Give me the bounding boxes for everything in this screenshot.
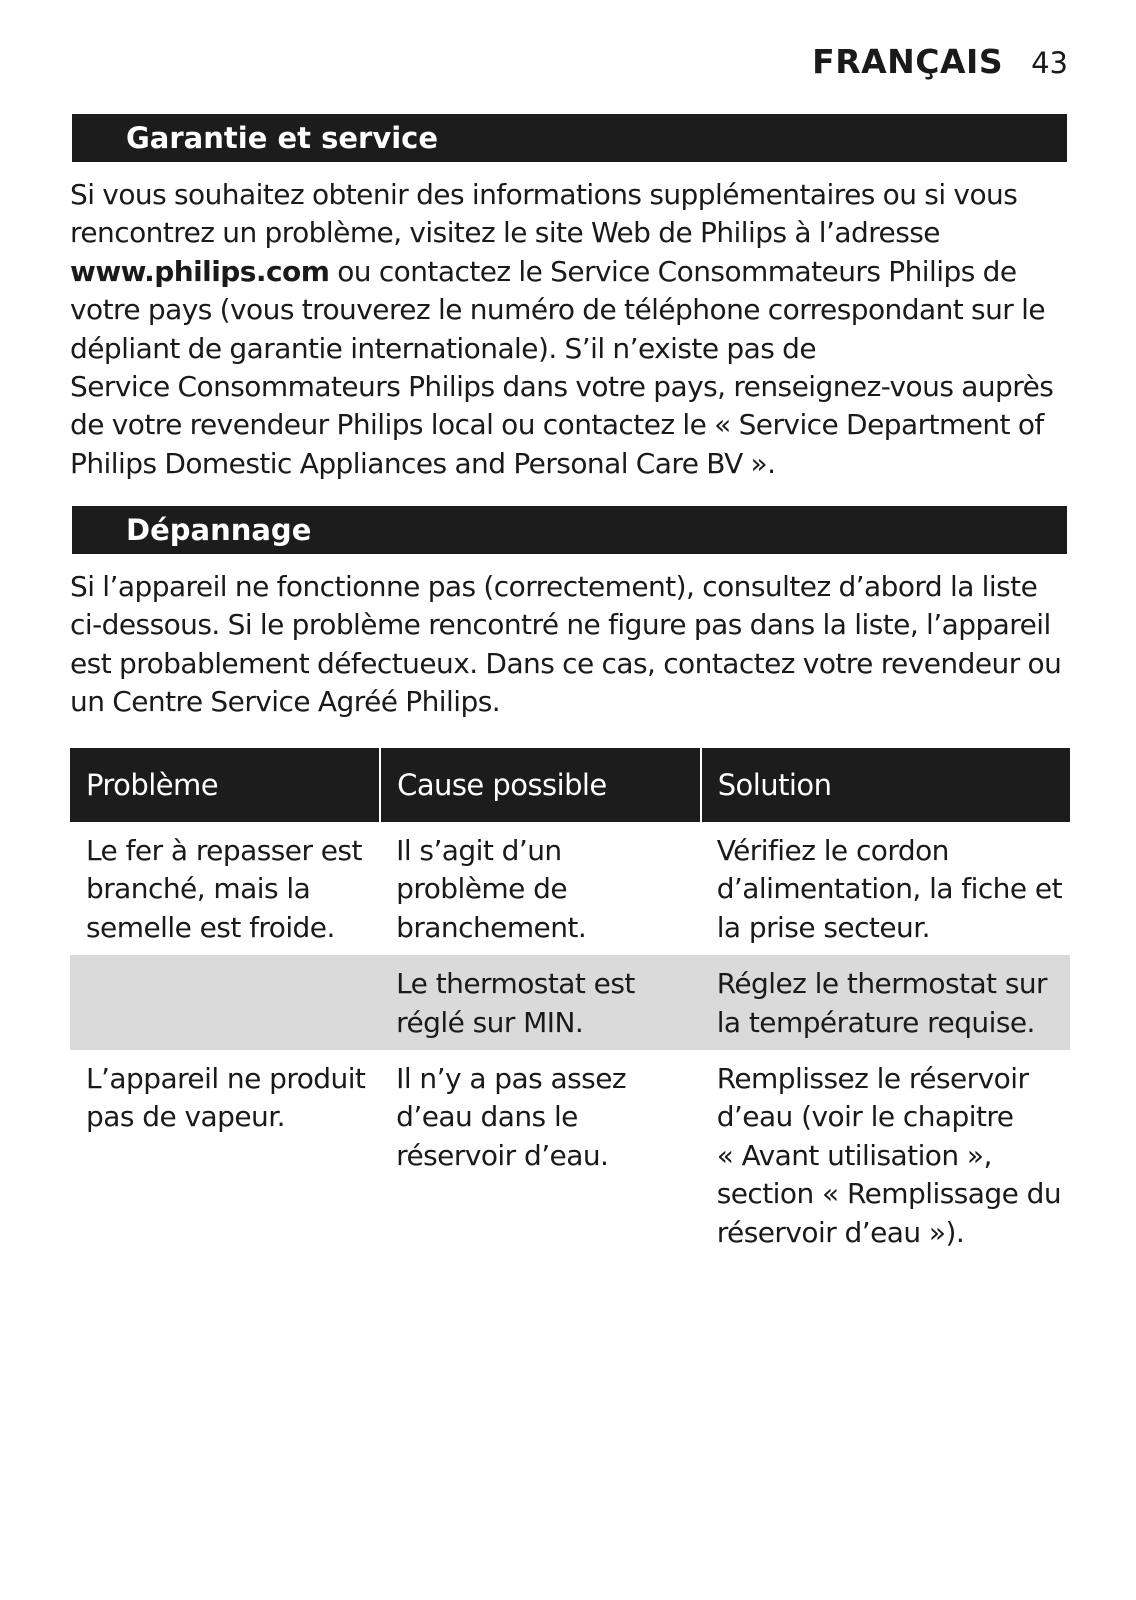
text-line: est probablement défectueux. Dans ce cas, contactez votre revendeur ou: [70, 646, 1062, 680]
table-row: [70, 955, 1070, 1050]
warranty-paragraph: [70, 176, 1070, 483]
text-line: dépliant de garantie internationale). S’il n’existe pas de: [70, 331, 817, 365]
text-line: Si l’appareil ne fonctionne pas (correctement), consultez d’abord la liste: [70, 570, 1038, 603]
cell-problem: [70, 1050, 380, 1260]
section-title-troubleshooting: Dépannage: [72, 506, 1067, 554]
column-header-solution: Solution: [701, 748, 1070, 822]
cell-solution: [701, 1050, 1070, 1260]
page-header: [812, 42, 1068, 81]
cell-line: semelle est froide.: [86, 910, 335, 944]
cell-line: Il s’agit d’un: [396, 834, 562, 867]
cell-line: la prise secteur.: [716, 910, 930, 944]
text-line: un Centre Service Agréé Philips.: [70, 685, 501, 719]
cell-line: Vérifiez le cordon: [716, 834, 949, 867]
page-number: 43: [1031, 46, 1068, 80]
cell-line: section « Remplissage du: [716, 1177, 1062, 1211]
text-line: [70, 253, 1070, 291]
text-fragment: ou contactez le Service Consommateurs Philips de: [337, 254, 1017, 288]
troubleshooting-paragraph: [70, 568, 1070, 722]
cell-line: branchement.: [396, 910, 587, 944]
cell-solution: [701, 822, 1070, 955]
cell-line: L’appareil ne produit: [86, 1062, 366, 1096]
cell-cause: [380, 955, 701, 1050]
philips-url-link[interactable]: www.philips.com: [70, 254, 330, 288]
table-header-row: [70, 748, 1070, 822]
cell-line: réglé sur MIN.: [396, 1005, 584, 1039]
table-row: [70, 822, 1070, 955]
cell-problem: [70, 822, 380, 955]
cell-line: « Avant utilisation »,: [716, 1138, 992, 1172]
cell-cause: [380, 1050, 701, 1260]
cell-line: Il n’y a pas assez: [396, 1062, 627, 1096]
cell-line: d’eau (voir le chapitre: [716, 1100, 1014, 1134]
column-header-problem: Problème: [70, 748, 380, 822]
cell-line: Remplissez le réservoir: [716, 1062, 1029, 1096]
text-line: Service Consommateurs Philips dans votre pays, renseignez-vous auprès: [70, 370, 1054, 404]
troubleshooting-table: [70, 748, 1070, 1260]
cell-line: problème de: [396, 872, 568, 906]
table-row: [70, 1050, 1070, 1260]
text-line: de votre revendeur Philips local ou contactez le « Service Department of: [70, 408, 1044, 442]
cell-line: pas de vapeur.: [86, 1100, 285, 1134]
cell-cause: [380, 822, 701, 955]
cell-line: branché, mais la: [86, 872, 311, 906]
text-line: ci-dessous. Si le problème rencontré ne figure pas dans la liste, l’appareil: [70, 608, 1051, 642]
cell-line: réservoir d’eau.: [396, 1138, 609, 1172]
cell-line: Réglez le thermostat sur: [716, 967, 1048, 1001]
text-line: Si vous souhaitez obtenir des informations supplémentaires ou si vous: [70, 178, 1018, 211]
cell-problem: [70, 955, 380, 1050]
cell-solution: [701, 955, 1070, 1050]
column-header-cause: Cause possible: [380, 748, 701, 822]
cell-line: réservoir d’eau »).: [716, 1215, 965, 1249]
text-line: rencontrez un problème, visitez le site Web de Philips à l’adresse: [70, 216, 940, 250]
cell-line: d’alimentation, la fiche et: [716, 872, 1062, 906]
language-label: FRANÇAIS: [812, 42, 1004, 81]
cell-line: Le fer à repasser est: [86, 834, 362, 867]
section-title-warranty: Garantie et service: [72, 114, 1067, 162]
cell-line: d’eau dans le: [396, 1100, 578, 1134]
text-line: votre pays (vous trouverez le numéro de téléphone correspondant sur le: [70, 293, 1046, 327]
cell-line: Le thermostat est: [396, 967, 635, 1001]
cell-line: la température requise.: [716, 1005, 1035, 1039]
text-line: Philips Domestic Appliances and Personal Care BV ».: [70, 446, 776, 480]
